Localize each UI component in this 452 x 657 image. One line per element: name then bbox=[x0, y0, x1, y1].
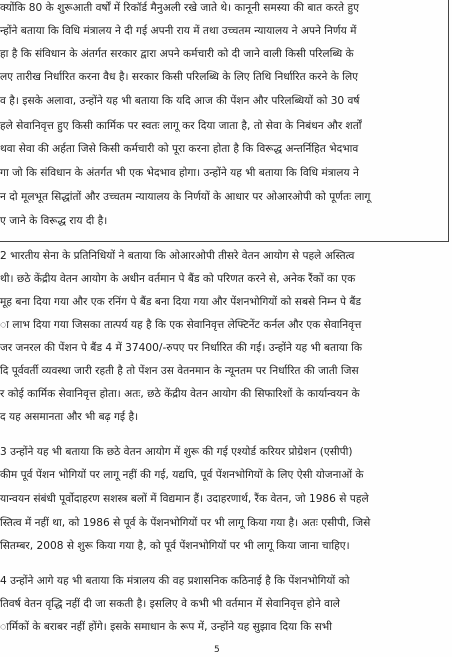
text-line: दि पूर्ववर्ती व्यवस्था जारी रहती है तो पेंशन उस वेतनमान के न्यूनतम पर निर्धारित की जाती जिस bbox=[0, 365, 359, 377]
text-line: क्योंकि 80 के शुरूआती वर्षों में रिकॉर्ड मैनुअली रखे जाते थे। कानूनी समस्या की बात करते हुए bbox=[0, 2, 359, 14]
text-line: 3 उन्होंने यह भी बताया कि छठे वेतन आयोग में शुरू की गई एश्योर्ड करियर प्रोग्रेशन (एसीपी) bbox=[0, 446, 353, 458]
text-line: हा है कि संविधान के अंतर्गत सरकार द्वारा अपने कर्मचारी को दी जाने वाली किसी परिलब्धि के bbox=[0, 48, 354, 60]
text-line: 2 भारतीय सेना के प्रतिनिधियों ने बताया कि ओआरओपी तीसरे वेतन आयोग से पहले अस्तित्व bbox=[0, 250, 355, 262]
text-line: व है। इसके अलावा, उन्होंने यह भी बताया कि यदि आज की पेंशन और परिलब्धियों को 30 वर्ष bbox=[0, 95, 360, 107]
box-border-bottom bbox=[0, 241, 449, 242]
text-line: ए जाने के विरूद्ध राय दी है। bbox=[0, 215, 108, 227]
text-line: र कोई कार्मिक सेवानिवृत्त होता। अतः, छठे केंद्रीय वेतन आयोग की सिफारिशों के कार्यान्वयन के bbox=[0, 388, 360, 400]
text-line: यान्वयन संबंधी पूर्वोदाहरण सशस्त्र बलों में विद्यमान हैं। उदाहरणार्थ, रैंक वेतन, जो 1986 से पहले bbox=[0, 493, 369, 505]
text-line: न्होंने बताया कि विधि मंत्रालय ने दी गई अपनी राय में तथा उच्चतम न्यायालय ने अपने निर्णय में bbox=[0, 25, 357, 37]
box-border-right bbox=[448, 0, 449, 242]
text-line: थवा सेवा की अर्हता जिसे किसी कर्मचारी को पूरा करना होता है कि विरूद्ध अन्तर्निहित भेदभाव bbox=[0, 143, 359, 155]
text-line: थी। छठे केंद्रीय वेतन आयोग के अधीन वर्तमान पे बैंड को परिणत करने से, अनेक रैंकों का एक bbox=[0, 273, 356, 285]
text-line: ा लाभ दिया गया जिसका तात्पर्य यह है कि एक सेवानिवृत्त लेफ्टिनेंट कर्नल और एक सेवानिवृत्त bbox=[0, 319, 362, 331]
text-line: सितम्बर, 2008 से शुरू किया गया है, को पूर्व पेंशनभोगियों पर भी लागू किया जाना चाहिए। bbox=[0, 540, 350, 552]
page-number: 5 bbox=[214, 645, 220, 655]
text-line: न दो मूलभूत सिद्धांतों और उच्चतम न्यायालय के निर्णयों के आधार पर ओआरओपी को पूर्णतः लागू bbox=[0, 191, 371, 203]
text-line: जर जनरल की पेंशन पे बैंड 4 में 37400/-रुपए पर निर्धारित की गई। उन्होंने यह भी बताया कि bbox=[0, 342, 362, 354]
text-line: द यह असमानता और भी बढ़ गई है। bbox=[0, 411, 139, 423]
text-line: कीम पूर्व पेंशन भोगियों पर लागू नहीं की गई, यद्यपि, पूर्व पेंशनभोगियों के लिए ऐसी योजनाओं के bbox=[0, 469, 364, 481]
text-line: तिवर्ष वेतन वृद्धि नहीं दी जा सकती है। इसलिए वे कभी भी वर्तमान में सेवानिवृत्त होने वाले bbox=[0, 598, 340, 610]
text-line: ार्मिकों के बराबर नहीं होंगे। इसके समाधान के रूप में, उन्होंने यह सुझाव दिया कि सभी bbox=[0, 621, 332, 633]
text-line: लए तारीख निर्धारित करना वैध है। सरकार किसी परिलब्धि के लिए तिथि निर्धारित करने के लिए bbox=[0, 71, 359, 83]
text-line: स्तित्व में नहीं था, को 1986 से पूर्व के पेंशनभोगियों पर भी लागू किया गया है। अतः एसीपी, जिसे bbox=[0, 517, 371, 529]
text-line: 4 उन्होंने आगे यह भी बताया कि मंत्रालय की वह प्रशासनिक कठिनाई है कि पेंशनभोगियों को bbox=[0, 575, 350, 587]
text-line: हले सेवानिवृत्त हुए किसी कार्मिक पर स्वतः लागू कर दिया जाता है, तो सेवा के निबंधन और शर्तों bbox=[0, 120, 362, 132]
text-line: मूह बना दिया गया और एक रनिंग पे बैंड बना दिया गया और पेंशनभोगियों को सबसे निम्न पे बैंड bbox=[0, 296, 362, 308]
text-line: गा जो कि संविधान के अंतर्गत भी एक भेदभाव होगा। उन्होंने यह भी बताया कि विधि मंत्रालय ने bbox=[0, 167, 359, 179]
